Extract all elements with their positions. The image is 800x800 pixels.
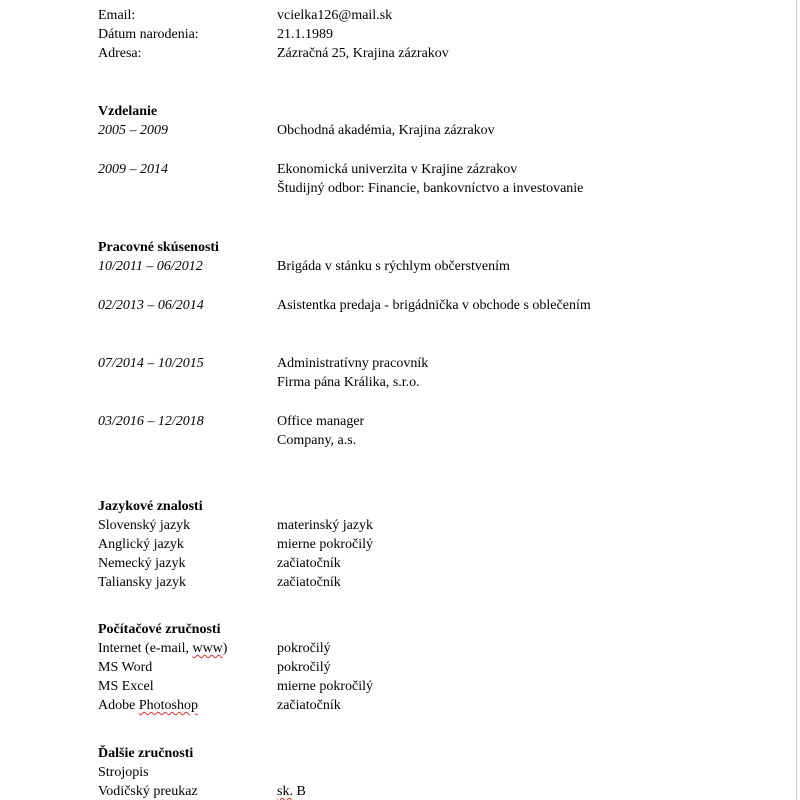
- experience-company: Company, a.s.: [277, 433, 357, 448]
- language-name: Nemecký jazyk: [98, 556, 186, 571]
- computer-skill-name: [98, 639, 227, 658]
- address-label: Adresa:: [98, 46, 142, 61]
- experience-heading: Pracovné skúsenosti: [98, 240, 219, 255]
- skill-name-text: Adobe: [98, 698, 139, 713]
- skill-name-text: ): [222, 641, 228, 656]
- experience-period: 10/2011 – 06/2012: [98, 259, 203, 274]
- email-label: Email:: [98, 8, 136, 23]
- experience-period: 03/2016 – 12/2018: [98, 414, 204, 429]
- education-field: Študijný odbor: Financie, bankovníctvo a investovanie: [277, 181, 584, 196]
- language-name: Slovenský jazyk: [98, 518, 191, 533]
- language-name: Anglický jazyk: [98, 537, 184, 552]
- experience-company: Firma pána Králika, s.r.o.: [277, 375, 420, 390]
- education-period: 2009 – 2014: [98, 162, 168, 177]
- education-heading: Vzdelanie: [98, 104, 158, 119]
- language-name: Taliansky jazyk: [98, 575, 187, 590]
- experience-position: Office manager: [277, 414, 365, 429]
- computer-skill-level: mierne pokročilý: [277, 679, 374, 694]
- computer-skill-level: pokročilý: [277, 660, 331, 675]
- language-level: materinský jazyk: [277, 518, 374, 533]
- skill-value-text: B: [292, 784, 306, 799]
- experience-period: 02/2013 – 06/2014: [98, 298, 204, 313]
- page-edge: [796, 0, 797, 800]
- spellcheck-word: sk.: [277, 784, 293, 799]
- spellcheck-word: Photoshop: [138, 698, 198, 713]
- language-level: mierne pokročilý: [277, 537, 374, 552]
- computer-skill-name: [98, 696, 198, 715]
- skill-name-text: Internet (e-mail,: [98, 641, 193, 656]
- other-skills-heading: Ďalšie zručnosti: [98, 746, 194, 761]
- experience-period: 07/2014 – 10/2015: [98, 356, 204, 371]
- languages-heading: Jazykové znalosti: [98, 499, 203, 514]
- address-value: Zázračná 25, Krajina zázrakov: [277, 46, 449, 61]
- experience-position: Brigáda v stánku s rýchlym občerstvením: [277, 259, 510, 274]
- education-period: 2005 – 2009: [98, 123, 168, 138]
- computer-skill-level: začiatočník: [277, 698, 341, 713]
- other-skill-name: Strojopis: [98, 765, 149, 780]
- other-skill-name: Vodičský preukaz: [98, 784, 198, 799]
- language-level: začiatočník: [277, 575, 341, 590]
- language-level: začiatočník: [277, 556, 341, 571]
- education-school: Obchodná akadémia, Krajina zázrakov: [277, 123, 495, 138]
- email-value: vcielka126@mail.sk: [277, 8, 393, 23]
- birth-date-label: Dátum narodenia:: [98, 27, 199, 42]
- experience-position: Administratívny pracovník: [277, 356, 429, 371]
- computer-skill-level: pokročilý: [277, 641, 331, 656]
- computer-skills-heading: Počítačové zručnosti: [98, 622, 221, 637]
- education-school: Ekonomická univerzita v Krajine zázrakov: [277, 162, 518, 177]
- experience-position: Asistentka predaja - brigádnička v obchode s oblečením: [277, 298, 591, 313]
- birth-date-value: 21.1.1989: [277, 27, 333, 42]
- spellcheck-word: www: [192, 641, 223, 656]
- computer-skill-name: MS Word: [98, 660, 153, 675]
- computer-skill-name: MS Excel: [98, 679, 154, 694]
- other-skill-value: [277, 782, 306, 800]
